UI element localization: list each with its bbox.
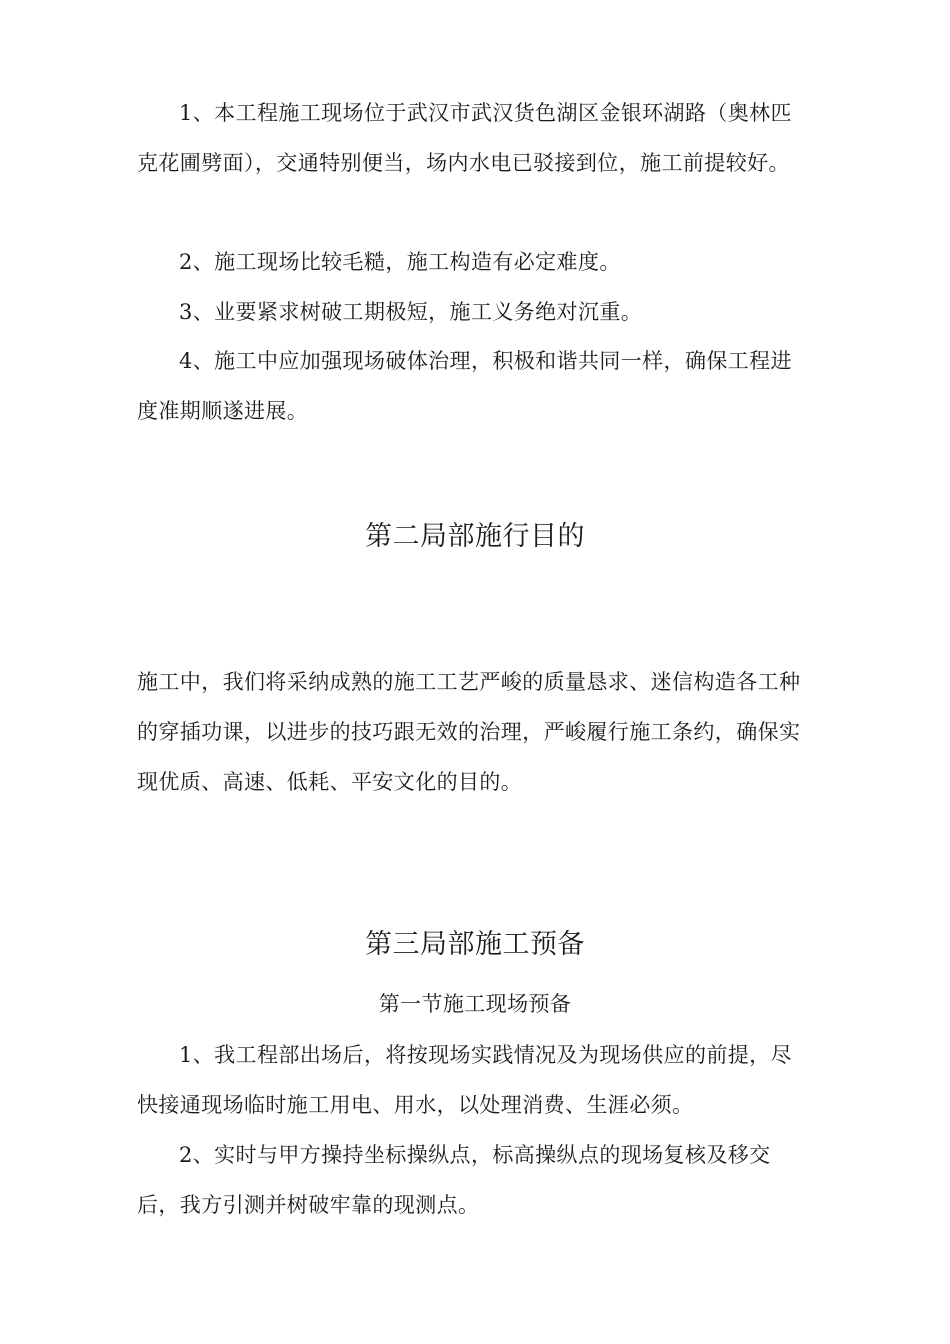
paragraph-item-2: 2、施工现场比较毛糙，施工构造有必定难度。	[179, 250, 621, 274]
paragraph-item-4: 4、施工中应加强现场破体治理，积极和谐共同一样，确保工程进度准期顺遂进展。	[137, 349, 792, 423]
section-heading-preparation: 第三局部施工预备	[365, 929, 585, 960]
paragraph-prep-item-2: 2、实时与甲方操持坐标操纵点，标高操纵点的现场复核及移交后，我方引测并树破牢靠的现测点。	[137, 1143, 771, 1217]
paragraph-item-3: 3、业要紧求树破工期极短，施工义务绝对沉重。	[179, 300, 643, 324]
paragraph-goals-body: 施工中，我们将采纳成熟的施工工艺严峻的质量恳求、迷信构造各工种的穿插功课，以进步的技巧跟无效的治理，严峻履行施工条约，确保实现优质、高速、低耗、平安文化的目的。	[137, 670, 801, 794]
subsection-heading-site-preparation: 第一节施工现场预备	[378, 992, 572, 1016]
paragraph-prep-item-1: 1、我工程部出场后，将按现场实践情况及为现场供应的前提，尽快接通现场临时施工用电、用水，以处理消费、生涯必须。	[137, 1043, 792, 1117]
paragraph-item-1: 1、本工程施工现场位于武汉市武汉货色湖区金银环湖路（奥林匹克花圃劈面），交通特别便当，场内水电已驳接到位，施工前提较好。	[137, 101, 792, 175]
section-heading-implementation-goals: 第二局部施行目的	[365, 521, 585, 552]
